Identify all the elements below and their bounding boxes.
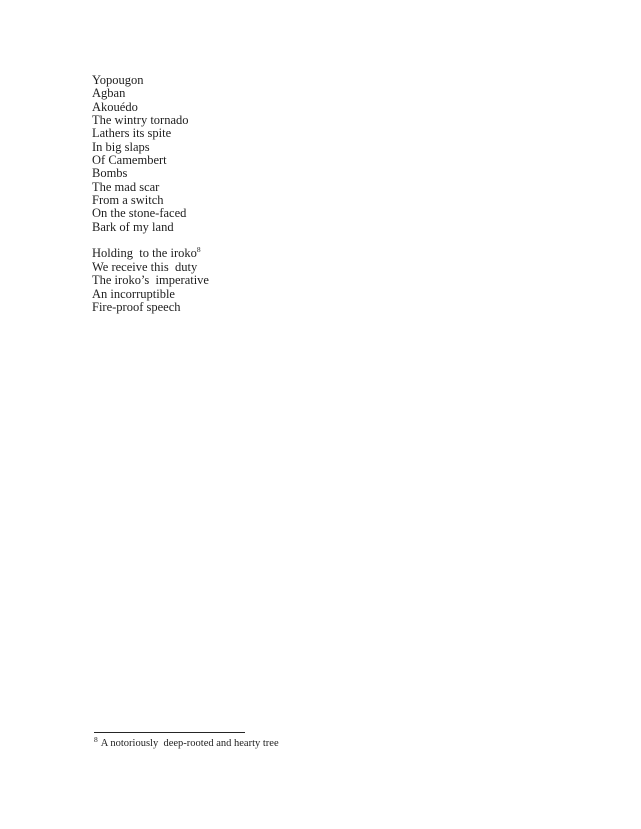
poem-line: We receive this duty bbox=[92, 259, 198, 274]
footnote-text: A notoriously deep-rooted and hearty tree bbox=[100, 738, 279, 749]
poem-line: Yopougon bbox=[92, 73, 144, 87]
poem-line: From a switch bbox=[92, 193, 164, 208]
poem-line: Of Camembert bbox=[92, 153, 167, 168]
stanza-2 bbox=[92, 247, 209, 314]
poem-line: The mad scar bbox=[92, 179, 160, 194]
poem-line: The wintry tornado bbox=[92, 113, 189, 128]
footnote-reference: 8 bbox=[196, 245, 201, 255]
footnote-marker: 8 bbox=[94, 734, 98, 744]
poem-line: Bark of my land bbox=[92, 219, 174, 234]
poem bbox=[92, 74, 209, 314]
poem-line: Akouédo bbox=[92, 99, 138, 114]
poem-line: Bombs bbox=[92, 166, 128, 181]
poem-line: On the stone-faced bbox=[92, 206, 187, 221]
poem-line: Lathers its spite bbox=[92, 126, 172, 141]
stanza-1 bbox=[92, 74, 209, 234]
poem-line: The iroko’s imperative bbox=[92, 273, 209, 288]
poem-line: In big slaps bbox=[92, 139, 150, 154]
poem-line: Holding to the iroko$^8$ bbox=[92, 245, 201, 261]
poem-line: An incorruptible bbox=[92, 286, 175, 301]
poem-line: Fire-proof speech bbox=[92, 299, 181, 314]
footnote bbox=[94, 734, 279, 750]
poem-line: Agban bbox=[92, 86, 126, 101]
footnote-separator bbox=[94, 732, 245, 733]
